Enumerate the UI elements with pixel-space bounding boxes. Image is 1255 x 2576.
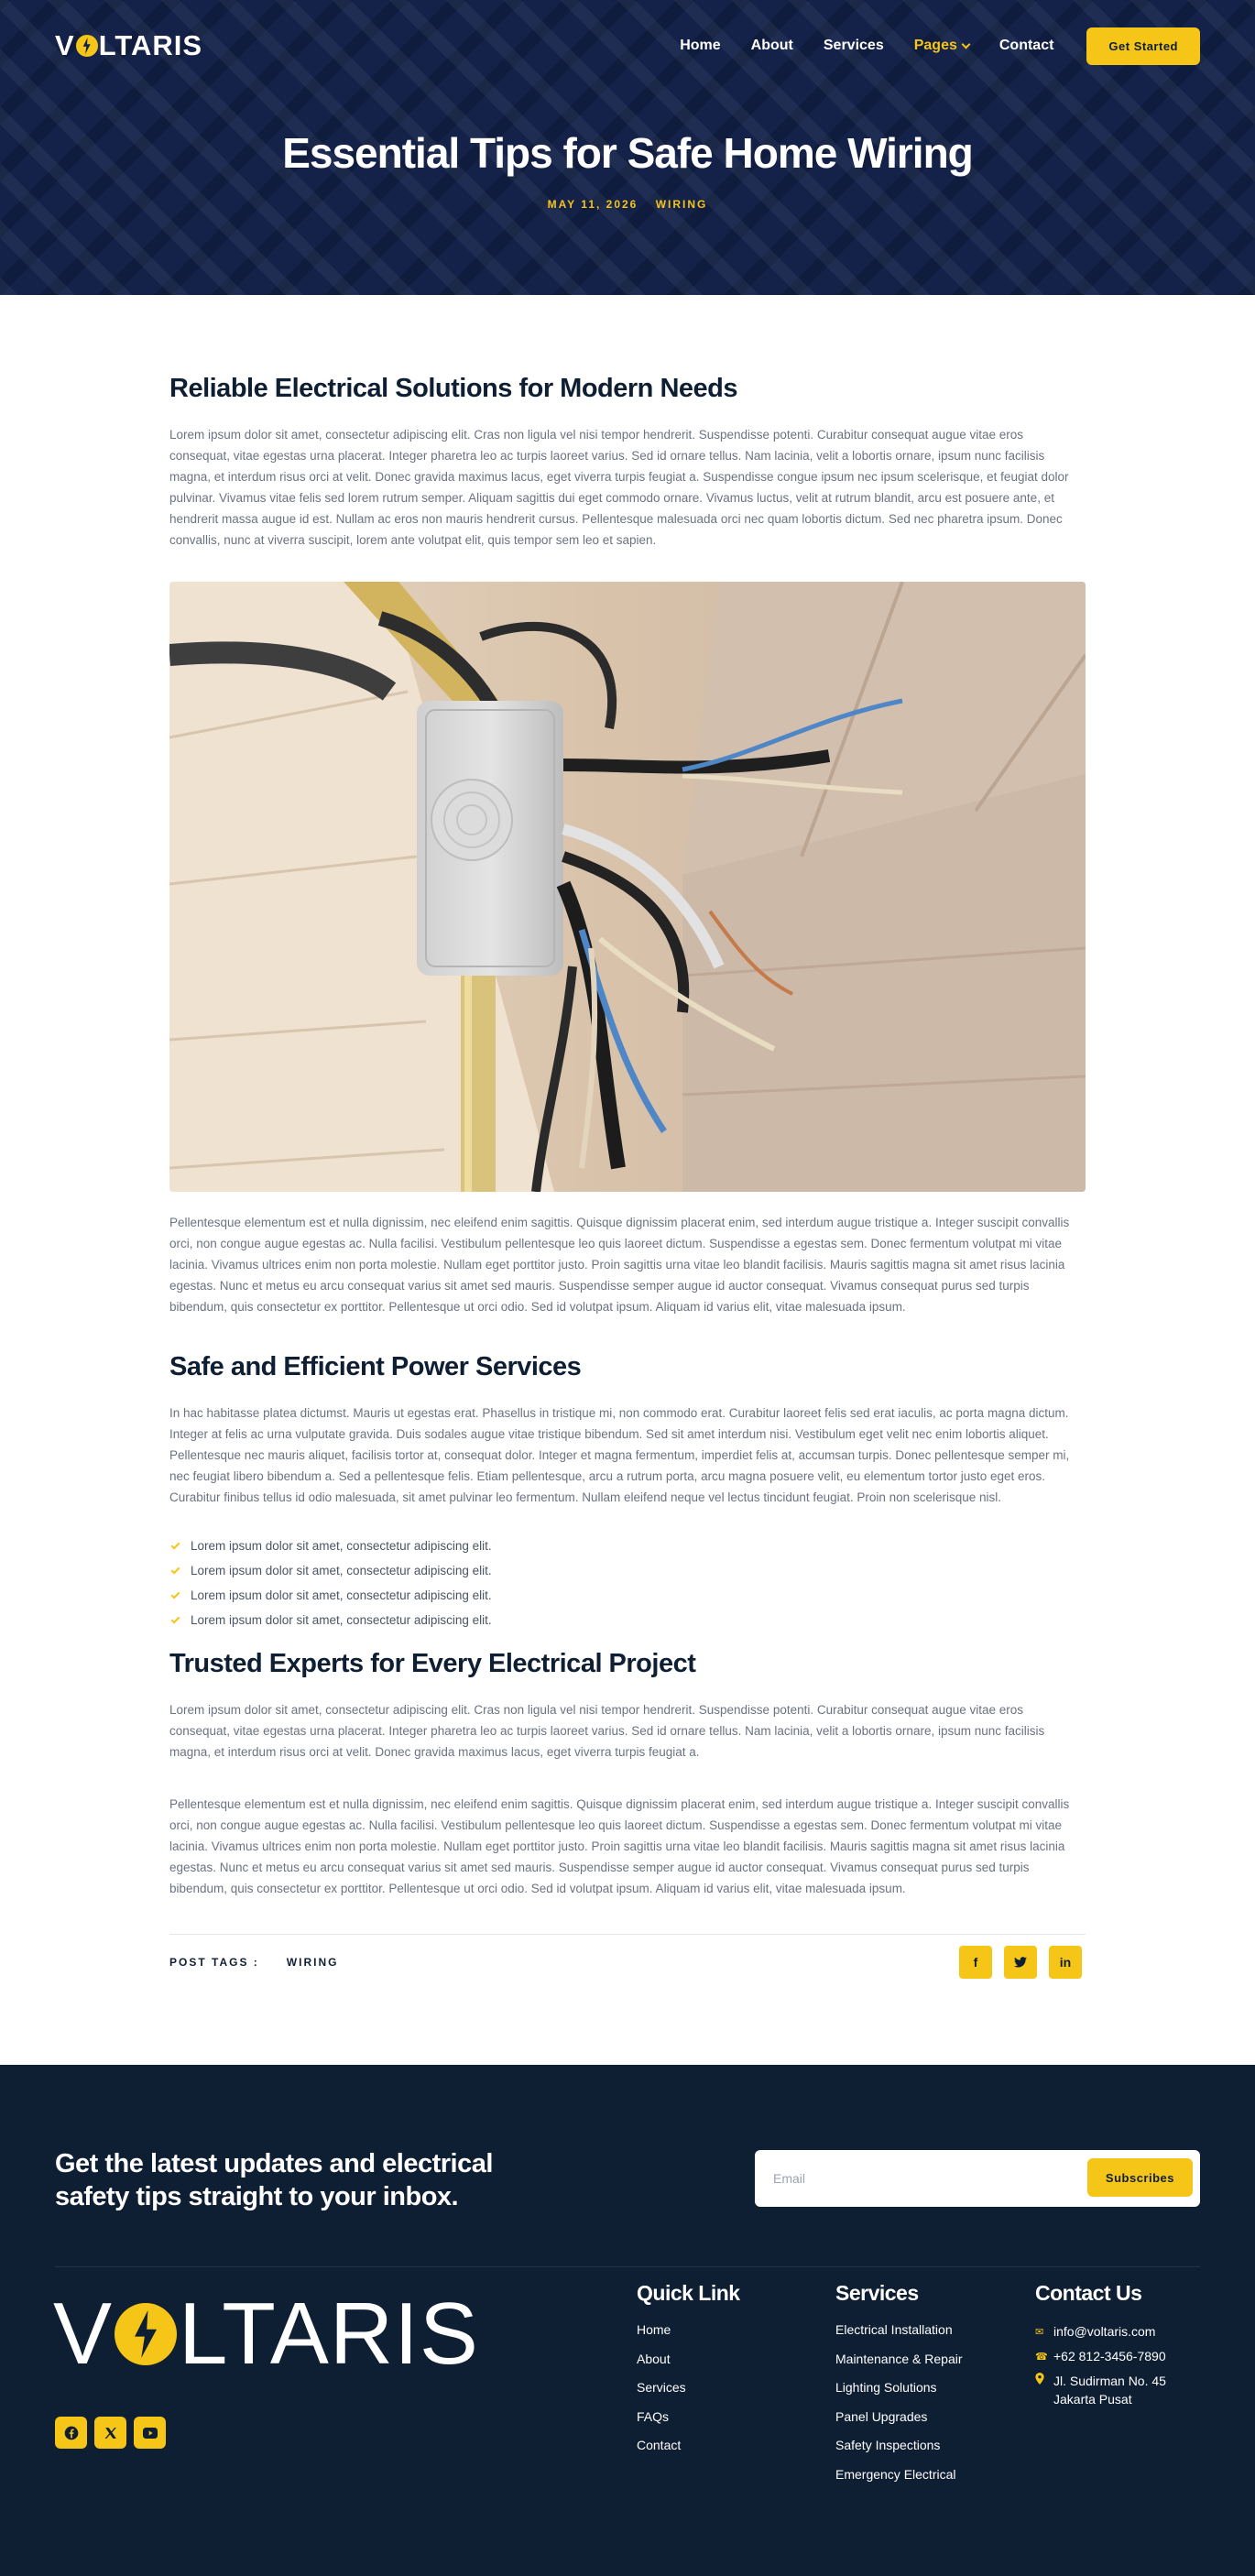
logo-text-left: V [55, 29, 75, 61]
list-item-text: Lorem ipsum dolor sit amet, consectetur adipiscing elit. [191, 1564, 492, 1577]
post-tags-label: POST TAGS : [169, 1956, 259, 1969]
map-pin-icon [1035, 2373, 1050, 2391]
footer-service-link[interactable]: Emergency Electrical [835, 2466, 956, 2482]
list-item [169, 1583, 1086, 1608]
x-icon[interactable] [94, 2417, 126, 2449]
site-logo[interactable] [55, 29, 202, 62]
lightning-bolt-icon [76, 35, 98, 57]
check-icon [171, 1540, 180, 1549]
quick-links-column [637, 2281, 740, 2467]
section-heading: Safe and Efficient Power Services [169, 1352, 582, 1381]
list-item-text: Lorem ipsum dolor sit amet, consectetur adipiscing elit. [191, 1539, 492, 1553]
hero-banner [0, 0, 1255, 295]
wiring-photo [169, 582, 1086, 1192]
lightning-bolt-icon [115, 2303, 177, 2365]
list-item-text: Lorem ipsum dolor sit amet, consectetur adipiscing elit. [191, 1613, 492, 1627]
footer-service-link[interactable]: Safety Inspections [835, 2438, 941, 2452]
contact-title: Contact Us [1035, 2281, 1142, 2305]
footer-logo[interactable] [53, 2285, 479, 2383]
list-item [169, 1608, 1086, 1632]
youtube-icon[interactable] [134, 2417, 166, 2449]
nav-services[interactable]: Services [823, 38, 884, 53]
newsletter-title: Get the latest updates and electrical safety tips straight to your inbox. [55, 2149, 493, 2211]
post-date: MAY 11, 2026 [547, 198, 638, 211]
chevron-down-icon [961, 39, 970, 49]
logo-text-right: LTARIS [179, 2285, 479, 2383]
section-heading: Reliable Electrical Solutions for Modern Needs [169, 374, 737, 403]
nav-pages-label: Pages [913, 38, 957, 53]
contact-address-text: Jl. Sudirman No. 45 Jakarta Pusat [1053, 2374, 1166, 2407]
paragraph: Pellentesque elementum est et nulla dignissim, nec eleifend enim sagittis. Quisque dignissim placerat enim, sed interdum augue tristique a. Integer suscipit convallis orci, non congue augue egestas ac. Nulla facilisi. Vestibulum pellentesque leo quis laoreet dictum. Suspendisse a egestas sem. Donec fermentum volutpat mi vitae lacinia. Vivamus ultrices enim non porta molestie. Nullam eget porttitor justo. Proin sagittis urna vitae leo blandit facilisis. Mauris sagittis magna sit amet risus lacinia egestas. Nunc et metus eu arcu consequat varius sit amet sed mauris. Suspendisse semper augue id auctor consequat. Vivamus consequat purus sed turpis bibendum, quis consectetur ex porttitor. Pellentesque ut orci odio. Sed id volutpat ipsum. Aliquam id varius elit, vitae malesuada ipsum. [169, 1216, 1070, 1314]
get-started-button[interactable]: Get Started [1086, 27, 1200, 65]
footer-link-home[interactable]: Home [637, 2322, 671, 2337]
footer-link-about[interactable]: About [637, 2351, 671, 2366]
social-links [55, 2417, 166, 2449]
footer-service-link[interactable]: Panel Upgrades [835, 2408, 928, 2424]
nav-pages[interactable] [914, 38, 969, 54]
check-icon [171, 1614, 180, 1623]
logo-text-right: LTARIS [98, 29, 203, 61]
footer-link-contact[interactable]: Contact [637, 2438, 682, 2452]
logo-text-left: V [53, 2285, 114, 2383]
paragraph: In hac habitasse platea dictumst. Mauris ut egestas erat. Phasellus in tristique mi, non commodo erat. Curabitur laoreet felis sed erat iaculis, ac porta magna dictum. Integer at felis ac urna vulputate gravida. Duis sodales augue vitae tristique bibendum. Sed sit amet interdum nisi. Vestibulum eget velit nec enim lobortis aliquet. Pellentesque nec mauris aliquet, facilisis tortor at, consequat dolor. Integer et magna fermentum, imperdiet felis at, accumsan turpis. Donec pellentesque semper mi, nec feugiat libero bibendum a. Sed a pellentesque felis. Etiam pellentesque, arcu a rutrum porta, arcu magna posuere velit, eu elementum tortor justo eget eros. Curabitur finibus tellus id odio malesuada, sit amet pulvinar leo fermentum. Nullam eleifend neque vel lectus tincidunt feugiat. Proin non scelerisque nisl. [169, 1406, 1070, 1504]
tag-link[interactable]: WIRING [286, 1956, 339, 1969]
paragraph: Lorem ipsum dolor sit amet, consectetur adipiscing elit. Cras non ligula vel nisi tempor hendrerit. Suspendisse potenti. Curabitur consequat augue vitae eros consequat, vitae egestas urna placerat. Integer pharetra leo ac turpis laoreet varius. Sed id ornare tellus. Nam lacinia, velit a lobortis ornare, ipsum nunc facilisis magna, et interdum risus orci at velit. Donec gravida maximus lacus, eget viverra turpis feugiat a. [169, 1703, 1045, 1759]
share-buttons [959, 1946, 1082, 1979]
subscribe-button[interactable]: Subscribes [1087, 2158, 1193, 2197]
footer-divider [55, 2266, 1200, 2267]
envelope-icon: ✉ [1035, 2327, 1044, 2338]
contact-email-text: info@voltaris.com [1053, 2324, 1156, 2339]
footer-service-link[interactable]: Electrical Installation [835, 2322, 953, 2337]
paragraph: Pellentesque elementum est et nulla dignissim, nec eleifend enim sagittis. Quisque dignissim placerat enim, sed interdum augue tristique a. Integer suscipit convallis orci, non congue augue egestas ac. Nulla facilisi. Vestibulum pellentesque leo quis laoreet dictum. Suspendisse a egestas sem. Donec fermentum volutpat mi vitae lacinia. Vivamus ultrices enim non porta molestie. Nullam eget porttitor justo. Proin sagittis urna vitae leo blandit facilisis. Mauris sagittis magna sit amet risus lacinia egestas. Nunc et metus eu arcu consequat varius sit amet sed mauris. Suspendisse semper augue id auctor consequat. Vivamus consequat purus sed turpis bibendum, quis consectetur ex porttitor. Pellentesque ut orci odio. Sed id volutpat ipsum. Aliquam id varius elit, vitae malesuada ipsum. [169, 1797, 1070, 1895]
contact-phone-text: +62 812-3456-7890 [1053, 2349, 1166, 2363]
nav-contact[interactable]: Contact [999, 38, 1054, 53]
checklist [169, 1534, 1086, 1632]
post-tags [169, 1956, 338, 1969]
email-input[interactable] [773, 2165, 1048, 2192]
quick-link-title: Quick Link [637, 2281, 740, 2305]
nav-about[interactable]: About [750, 38, 793, 53]
linkedin-icon[interactable]: in [1049, 1946, 1082, 1979]
phone-icon: ☎ [1035, 2352, 1048, 2363]
page-title: Essential Tips for Safe Home Wiring [282, 129, 973, 177]
services-column [835, 2281, 963, 2495]
twitter-icon[interactable] [1004, 1946, 1037, 1979]
contact-phone[interactable] [1035, 2347, 1200, 2366]
top-navigation [55, 26, 1200, 66]
list-item [169, 1558, 1086, 1583]
facebook-icon[interactable] [55, 2417, 87, 2449]
footer-link-faqs[interactable]: FAQs [637, 2408, 670, 2424]
check-icon [171, 1589, 180, 1599]
footer-link-services[interactable]: Services [637, 2380, 686, 2395]
site-footer [0, 2065, 1255, 2576]
services-title: Services [835, 2281, 919, 2305]
facebook-icon[interactable]: f [959, 1946, 992, 1979]
contact-address [1035, 2372, 1200, 2408]
footer-service-link[interactable]: Lighting Solutions [835, 2380, 937, 2395]
list-item [169, 1534, 1086, 1558]
contact-column [1035, 2281, 1200, 2414]
article-body [169, 295, 1086, 1979]
list-item-text: Lorem ipsum dolor sit amet, consectetur adipiscing elit. [191, 1588, 492, 1602]
contact-email[interactable] [1035, 2322, 1200, 2341]
section-heading: Trusted Experts for Every Electrical Project [169, 1649, 696, 1678]
post-meta [0, 198, 1255, 211]
post-category[interactable]: WIRING [655, 198, 708, 211]
footer-service-link[interactable]: Maintenance & Repair [835, 2351, 963, 2366]
post-tags-bar [169, 1934, 1086, 1979]
check-icon [171, 1565, 180, 1574]
newsletter-form [755, 2150, 1200, 2207]
nav-home[interactable]: Home [680, 38, 721, 53]
paragraph: Lorem ipsum dolor sit amet, consectetur adipiscing elit. Cras non ligula vel nisi tempor hendrerit. Suspendisse potenti. Curabitur consequat augue vitae eros consequat, vitae egestas urna placerat. Integer pharetra leo ac turpis laoreet varius. Sed id ornare tellus. Nam lacinia, velit a lobortis ornare, ipsum nunc facilisis magna, et interdum risus orci at velit. Donec gravida maximus lacus, eget viverra turpis feugiat a. Suspendisse congue ipsum nec ipsum scelerisque, et feugiat dolor pulvinar. Vivamus vitae felis sed lorem rutrum semper. Aliquam sagittis dui eget commodo ornare. Vivamus luctus, velit at rutrum blandit, arcu est posuere ante, et hendrerit massa augue id est. Nullam ac eros non mauris hendrerit cursus. Pellentesque malesuada orci nec quam lobortis dictum. Sed nec pharetra ipsum. Donec convallis, nunc at viverra suscipit, lorem ante volutpat elit, quis tempor sem leo et sapien. [169, 428, 1069, 547]
main-menu [649, 27, 1200, 65]
